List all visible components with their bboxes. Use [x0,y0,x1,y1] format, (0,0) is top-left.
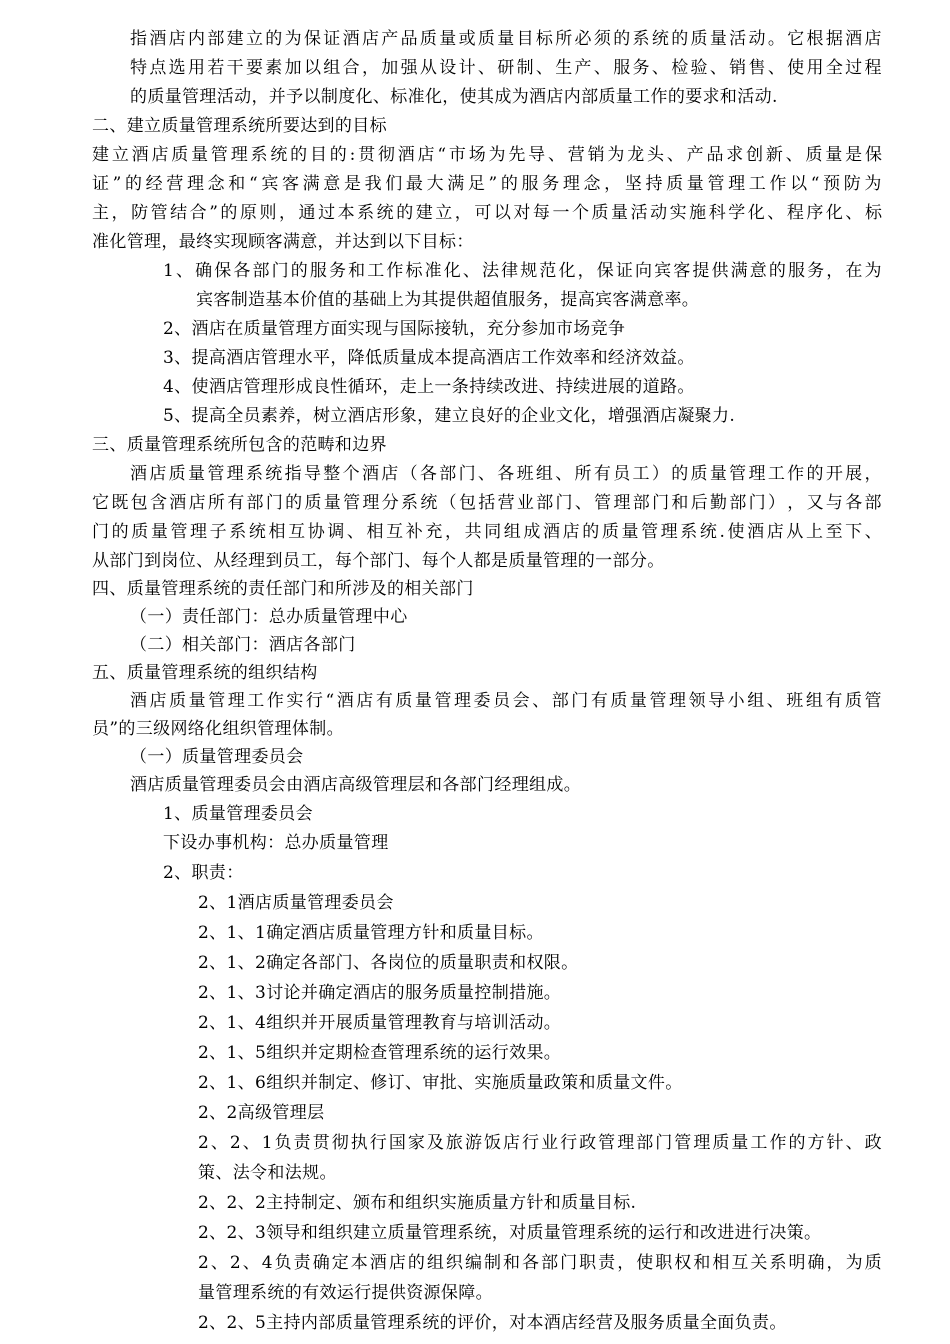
duty-item: 2、2高级管理层 [198,1103,325,1123]
section-heading-3: 三、质量管理系统所包含的范畴和边界 [92,435,387,455]
section5-para-line-2: 员”的三级网络化组织管理体制。 [92,719,344,739]
section3-para-line-4: 从部门到岗位、从经理到员工，每个部门、每个人都是质量管理的一部分。 [92,551,665,571]
section4-item-2: （二）相关部门：酒店各部门 [130,635,356,655]
section2-para-line-3: 主 ， 防 管 结 合 ” 的 原 则 ， 通 过 本 系 统 的 建 立 ， 可 以 对 每 一 个 质 量 活 动 实 施 科 学 化 、 程 序 化 、 标 [92,203,882,223]
section-heading-4: 四、质量管理系统的责任部门和所涉及的相关部门 [92,579,474,599]
duty-item: 2、1、5组织并定期检查管理系统的运行效果。 [198,1043,562,1063]
duty-item: 2、1、1确定酒店质量管理方针和质量目标。 [198,923,544,943]
duty-item: 2、1酒店质量管理委员会 [198,893,394,913]
section-heading-5: 五、质量管理系统的组织结构 [92,663,318,683]
section5-para-line-1: 酒 店 质 量 管 理 工 作 实 行 “ 酒 店 有 质 量 管 理 委 员 会 、 部 门 有 质 量 管 理 领 导 小 组 、 班 组 有 质 管 [130,691,882,711]
goal-item-1: 1 、 确 保 各 部 门 的 服 务 和 工 作 标 准 化 、 法 律 规 范 化 ， 保 证 向 宾 客 提 供 满 意 的 服 务 ， 在 为 [163,261,882,281]
duty-item: 2、1、3讨论并确定酒店的服务质量控制措施。 [198,983,562,1003]
section2-para-line-4: 准化管理，最终实现顾客满意，并达到以下目标： [92,232,474,252]
duty-item: 2、2、3领导和组织建立质量管理系统，对质量管理系统的运行和改进进行决策。 [198,1223,822,1243]
duty-item: 2、2、2主持制定、颁布和组织实施质量方针和质量目标. [198,1193,637,1213]
goal-item-5: 5、提高全员素养，树立酒店形象，建立良好的企业文化，增强酒店凝聚力. [163,406,736,426]
duty-item: 2、1、2确定各部门、各岗位的质量职责和权限。 [198,953,579,973]
committee-item: 1、质量管理委员会 [163,804,313,824]
duty-item: 2 、 2 、 4 负 责 确 定 本 酒 店 的 组 织 编 制 和 各 部 门 职 责 ， 使 职 权 和 相 互 关 系 明 确 ， 为 质 [198,1253,882,1273]
duty-item: 2、1、4组织并开展质量管理教育与培训活动。 [198,1013,562,1033]
duty-item: 2 、 2 、 1 负 责 贯 彻 执 行 国 家 及 旅 游 饭 店 行 业 行 政 管 理 部 门 管 理 质 量 工 作 的 方 针 、 政 [198,1133,882,1153]
duty-item-cont: 量管理系统的有效运行提供资源保障。 [198,1283,493,1303]
section3-para-line-2: 它 既 包 含 酒 店 所 有 部 门 的 质 量 管 理 分 系 统 （ 包 括 营 业 部 门 、 管 理 部 门 和 后 勤 部 门 ） ， 又 与 各 部 [92,493,882,513]
duty-item: 2、1、6组织并制定、修订、审批、实施质量政策和质量文件。 [198,1073,683,1093]
section5-sub1-para: 酒店质量管理委员会由酒店高级管理层和各部门经理组成。 [130,775,582,795]
section3-para-line-3: 门 的 质 量 管 理 子 系 统 相 互 协 调 、 相 互 补 充 ， 共 同 组 成 酒 店 的 质 量 管 理 系 统 . 使 酒 店 从 上 至 下 、 [92,522,882,542]
section4-item-1: （一）责任部门：总办质量管理中心 [130,607,408,627]
section5-sub-heading-1: （一）质量管理委员会 [130,747,304,767]
goal-item-2: 2、酒店在质量管理方面实现与国际接轨，充分参加市场竞争 [163,319,626,339]
intro-line-3: 的质量管理活动，并予以制度化、标准化，使其成为酒店内部质量工作的要求和活动. [130,87,778,107]
section3-para-line-1: 酒 店 质 量 管 理 系 统 指 导 整 个 酒 店 （ 各 部 门 、 各 班 组 、 所 有 员 工 ） 的 质 量 管 理 工 作 的 开 展 ， [130,464,882,484]
goal-item-4: 4、使酒店管理形成良性循环，走上一条持续改进、持续进展的道路。 [163,377,695,397]
duty-item: 2、2、5主持内部质量管理系统的评价，对本酒店经营及服务质量全面负责。 [198,1313,787,1333]
goal-item-1-cont: 宾客制造基本价值的基础上为其提供超值服务，提高宾客满意率。 [196,290,700,310]
duties-heading: 2、职责： [163,863,244,883]
section-heading-2: 二、建立质量管理系统所要达到的目标 [92,116,387,136]
section2-para-line-1: 建 立 酒 店 质 量 管 理 系 统 的 目 的 : 贯 彻 酒 店 “ 市 场 为 先 导 、 营 销 为 龙 头 、 产 品 求 创 新 、 质 量 是 保 [92,145,882,165]
intro-line-1: 指 酒 店 内 部 建 立 的 为 保 证 酒 店 产 品 质 量 或 质 量 目 标 所 必 须 的 系 统 的 质 量 活 动 。 它 根 据 酒 店 [130,29,882,49]
duty-item-cont: 策、法令和法规。 [198,1163,337,1183]
intro-line-2: 特 点 选 用 若 干 要 素 加 以 组 合 ， 加 强 从 设 计 、 研 制 、 生 产 、 服 务 、 检 验 、 销 售 、 使 用 全 过 程 [130,58,882,78]
section2-para-line-2: 证 ” 的 经 营 理 念 和 “ 宾 客 满 意 是 我 们 最 大 满 足 ” 的 服 务 理 念 ， 坚 持 质 量 管 理 工 作 以 “ 预 防 为 [92,174,882,194]
goal-item-3: 3、提高酒店管理水平，降低质量成本提高酒店工作效率和经济效益。 [163,348,695,368]
committee-office: 下设办事机构：总办质量管理 [163,833,389,853]
